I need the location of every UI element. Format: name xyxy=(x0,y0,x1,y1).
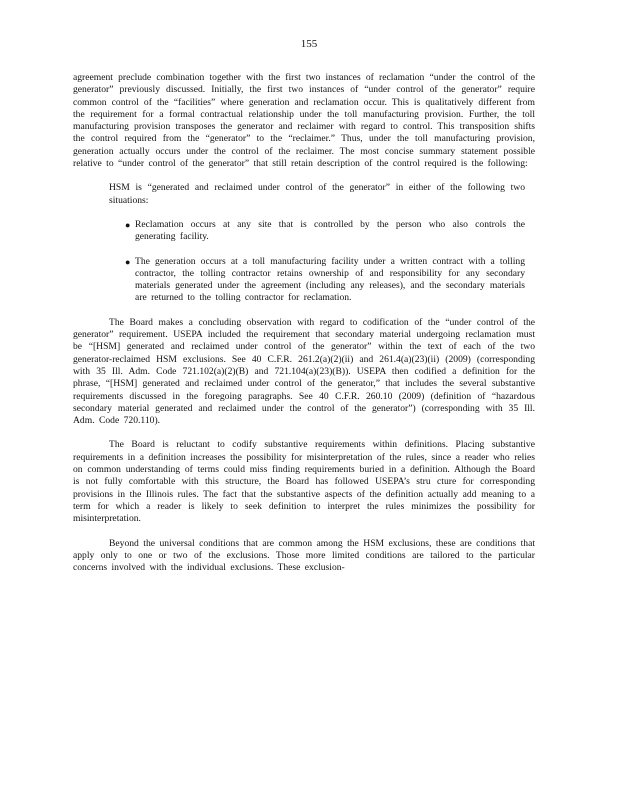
list-item xyxy=(125,219,525,244)
document-body xyxy=(73,72,535,574)
board-reluctant-paragraph: The Board is reluctant to codify substantive requirements within definitions. Placing substantive requirements in a definition increases the possibility for misinterpretation of the rules, since a reader who relies on common understanding of terms could miss finding requirements buried in a definition. Although the Board is not fully comfortable with this structure, the Board has followed USEPA’s stru cture for corresponding provisions in the Illinois rules. The fact that the substantive aspects of the definition actually add meaning to a term for which a reader is likely to seek definition to interpret the rules minimizes the possibility for misinterpretation. xyxy=(73,439,535,525)
beyond-conditions-paragraph: Beyond the universal conditions that are common among the HSM exclusions, these are conditions that apply only to one or two of the exclusions. Those more limited conditions are tailored to the particular concerns involved with the individual exclusions. These exclusion- xyxy=(73,537,535,574)
bullet-icon: ● xyxy=(125,219,131,230)
list-item xyxy=(125,256,525,305)
intro-paragraph: agreement preclude combination together with the first two instances of reclamation “under the control of the generator” previously discussed. Initially, the first two instances of “under control of the generator” require common control of the “facilities” where generation and reclamation occur. This is qualitatively different from the requirement for a formal contractual relationship under the toll manufacturing provision. Further, the toll manufacturing provision transposes the generator and reclaimer with regard to control. This transposition shifts the control required from the “generator” to the “reclaimer.” Thus, under the toll manufacturing provision, generation actually occurs under the control of the reclaimer. The most concise summary statement possible relative to “under control of the generator” that still retain description of the control required is the following: xyxy=(73,72,535,170)
situation-list xyxy=(125,219,535,305)
list-item-text: Reclamation occurs at any site that is controlled by the person who also controls the generating facility. xyxy=(135,218,525,243)
bullet-icon: ● xyxy=(125,256,131,267)
page-number: 155 xyxy=(300,38,318,50)
hsm-statement: HSM is “generated and reclaimed under control of the generator” in either of the following two situations: xyxy=(109,182,525,206)
board-observation-paragraph: The Board makes a concluding observation with regard to codification of the “under control of the generator” requirement. USEPA included the requirement that secondary material undergoing reclamation must be “[HSM] generated and reclaimed under control of the generator” within the text of each of the two generator-reclaimed HSM exclusions. See 40 C.F.R. 261.2(a)(2)(ii) and 261.4(a)(23)(ii) (2009) (corresponding with 35 Ill. Adm. Code 721.102(a)(2)(B) and 721.104(a)(23)(B)). USEPA then codified a definition for the phrase, “[HSM] generated and reclaimed under control of the generator,” that includes the several substantive requirements discussed in the foregoing paragraphs. See 40 C.F.R. 260.10 (2009) (definition of “hazardous secondary material generated and reclaimed under the control of the generator”) (corresponding with 35 Ill. Adm. Code 720.110). xyxy=(73,316,535,427)
list-item-text: The generation occurs at a toll manufacturing facility under a written contract with a tolling contractor, the tolling contractor retains ownership of and responsibility for any secondary materials generated under the agreement (including any releases), and the secondary materials are returned to the tolling contractor for reclamation. xyxy=(135,255,525,304)
